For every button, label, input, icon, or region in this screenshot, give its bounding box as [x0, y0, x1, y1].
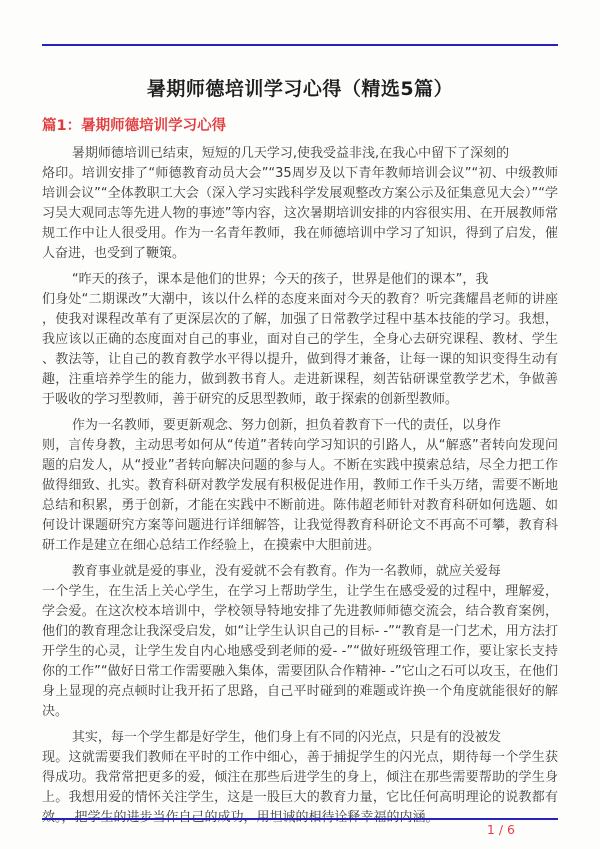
paragraph-body-text: 现。这就需要我们教师在平时的工作中细心，善于捕捉学生的闪光点，期待每一个学生获得成功。我常常把更多的爱，倾注在那些后进学生的身上，倾注在那些需要帮助的学生身上。我想用爱的情怀关注学生，这是一股巨大的教育力量，它比任何高明理论的说教都有效。，把学生的进步当作自己的成功，用坦诚的相待诠释幸福的内涵。: [42, 750, 558, 825]
paragraph-lead-line: 其实，每一个学生都是好学生，他们身上有不同的闪光点，只是有的没被发: [71, 730, 501, 745]
paragraph: [42, 144, 558, 264]
paragraph-lead-line: 教育事业就是爱的事业，没有爱就不会有教育。作为一名教师，就应关爱每: [71, 564, 501, 579]
paragraph: [42, 562, 558, 722]
paragraph-lead-line: “昨天的孩子，课本是他们的世界；今天的孩子，世界是他们的课本”，我: [71, 272, 489, 287]
page-number: 1 / 6: [486, 822, 515, 837]
section-heading: 篇1：暑期师德培训学习心得: [42, 118, 227, 134]
paragraph-lead-line: 暑期师德培训已结束，短短的几天学习,使我受益非浅,在我心中留下了深刻的: [71, 146, 510, 161]
paragraph: [42, 270, 558, 410]
paragraph-body-text: 则，言传身教，主动思考如何从“传道”者转向学习知识的引路人，从“解惑”者转向发现问题的启发人，从“授业”者转向解决问题的参与人。不断在实践中摸索总结，尽全力把工作做得细致、扎实。教育科研对教学发展有积极促进作用，教师工作千头万绪，需要不断地总结和积累，勇于创新，才能在实践中不断前进。陈伟超老师针对教育科研如何选题、如何设计课题研究方案等问题进行详细解答，让我觉得教育科研论文不再高不可攀，教育科研工作是建立在细心总结工作经验上，在摸索中大胆前进。: [42, 438, 558, 553]
document-content: [42, 46, 558, 828]
paragraph-lead-line: 作为一名教师，要更新观念、努力创新，担负着教育下一代的责任，以身作: [71, 418, 501, 433]
paragraph: [42, 728, 558, 828]
paragraph-body-text: 烙印。培训安排了“师德教育动员大会”“35周岁及以下青年教师培训会议”“初、中级教师培训会议”“全体教职工大会（深入学习实践科学发展观整改方案公示及征集意见大会）”“学习吴大观同志等先进人物的事迹”等内容，这次暑期培训安排的内容很实用、在开展教师常规工作中让人很受用。作为一名青年教师，我在师德培训中学习了知识，得到了启发，催人奋进，也受到了鞭策。: [42, 166, 558, 261]
paragraph-body-text: 们身处“二期课改”大潮中，该以什么样的态度来面对今天的教育？听完龚耀昌老师的讲座，使我对课程改革有了更深层次的了解，加强了日常教学过程中基本技能的学习。我想，我应该以正确的态度面对自己的事业，面对自己的学生，全身心去研究课程、教材、学生、教法等，让自己的教育教学水平得以提升，做到得才兼备，让每一课的知识变得生动有趣，注重培养学生的能力，做到教书育人。走进新课程，刻苦钻研课堂教学艺术，争做善于吸收的学习型教师，善于研究的反思型教师，敢于探索的创新型教师。: [42, 292, 558, 407]
bottom-horizontal-rule: [42, 818, 558, 820]
paragraph-body-text: 一个学生，在生活上关心学生，在学习上帮助学生，让学生在感受爱的过程中，理解爱，学会爱。在这次校本培训中，学校领导特地安排了先进教师师德交流会，结合教育案例，他们的教育理念让我深受启发，如“让学生认识自己的目标- -”“教育是一门艺术，用方法打开学生的心灵，让学生发自内心地感受到老师的爱- -”“做好班级管理工作，要让家长支持你的工作”“做好日常工作需要融入集体，需要团队合作精神- -”它山之石可以攻玉，在他们身上显现的亮点顿时让我开拓了思路，自己平时碰到的难题或许换一个角度就能很好的解决。: [42, 584, 558, 719]
page-title: 暑期师德培训学习心得（精选5篇）: [146, 78, 454, 100]
paragraph: [42, 416, 558, 556]
